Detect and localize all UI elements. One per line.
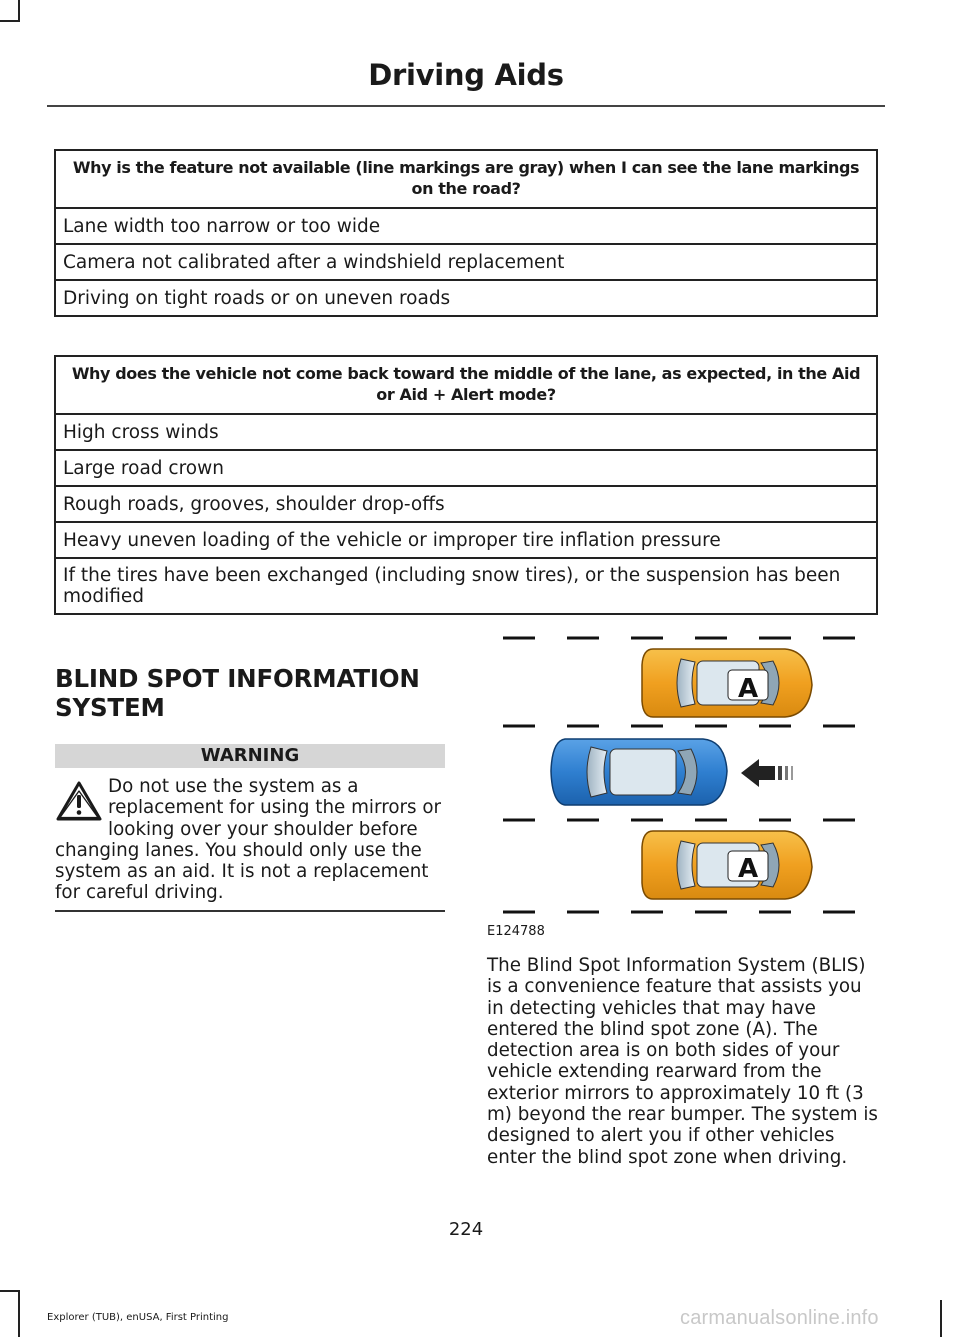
body-paragraph: The Blind Spot Information System (BLIS) is a convenience feature that assists you in detecting vehicles that may have entered the blind spot zone (A). The detection area is on both sides of your vehicle extending rearward from the exterior mirrors to approximately 10 ft (3 m) beyond the rear bumper. The system is designed to alert you if other vehicles enter the blind spot zone when driving. xyxy=(487,955,878,1168)
table-row: If the tires have been exchanged (including snow tires), or the suspension has been modified xyxy=(55,558,877,614)
crop-mark xyxy=(0,20,20,22)
table-row: Rough roads, grooves, shoulder drop-offs xyxy=(55,486,877,522)
table-row: Camera not calibrated after a windshield replacement xyxy=(55,244,877,280)
warning-triangle-icon xyxy=(55,780,103,822)
section-title xyxy=(55,664,420,722)
approach-arrow-icon xyxy=(741,759,793,787)
section-title-line: SYSTEM xyxy=(55,693,165,722)
table-row: Driving on tight roads or on uneven roads xyxy=(55,280,877,316)
own-vehicle xyxy=(551,739,727,805)
crop-mark xyxy=(18,0,20,22)
crop-mark xyxy=(0,1290,20,1292)
figure-code: E124788 xyxy=(487,924,545,939)
table-row: High cross winds xyxy=(55,414,877,450)
blind-spot-vehicle-top xyxy=(642,649,812,717)
blind-spot-illustration xyxy=(503,625,863,920)
faq-table-lane-markings xyxy=(54,149,878,317)
table-row: Lane width too narrow or too wide xyxy=(55,208,877,244)
faq-table-lane-centering xyxy=(54,355,878,615)
table-row: Heavy uneven loading of the vehicle or improper tire inflation pressure xyxy=(55,522,877,558)
warning-divider xyxy=(55,910,445,912)
table-heading: Why is the feature not available (line markings are gray) when I can see the lane markings on the road? xyxy=(55,150,877,208)
watermark-link[interactable]: carmanualsonline.info xyxy=(680,1307,879,1329)
header-divider xyxy=(47,105,885,107)
table-heading: Why does the vehicle not come back toward the middle of the lane, as expected, in the Aid or Aid + Alert mode? xyxy=(55,356,877,414)
warning-text: Do not use the system as a replacement for using the mirrors or looking over your shoulder before changing lanes. You should only use the system as an aid. It is not a replacement for careful driving. xyxy=(55,776,442,904)
blind-spot-zone-label: A xyxy=(737,674,759,704)
table-row: Large road crown xyxy=(55,450,877,486)
footer-text: Explorer (TUB), enUSA, First Printing xyxy=(47,1312,229,1323)
blind-spot-vehicle-bottom xyxy=(642,831,812,899)
page-number: 224 xyxy=(448,1219,484,1240)
page-title: Driving Aids xyxy=(368,58,564,92)
warning-label: WARNING xyxy=(55,744,445,768)
blind-spot-zone-label: A xyxy=(737,854,759,884)
crop-mark xyxy=(18,1290,20,1337)
warning-box xyxy=(55,776,447,904)
crop-mark xyxy=(940,1300,942,1337)
section-title-line: BLIND SPOT INFORMATION xyxy=(55,664,420,693)
